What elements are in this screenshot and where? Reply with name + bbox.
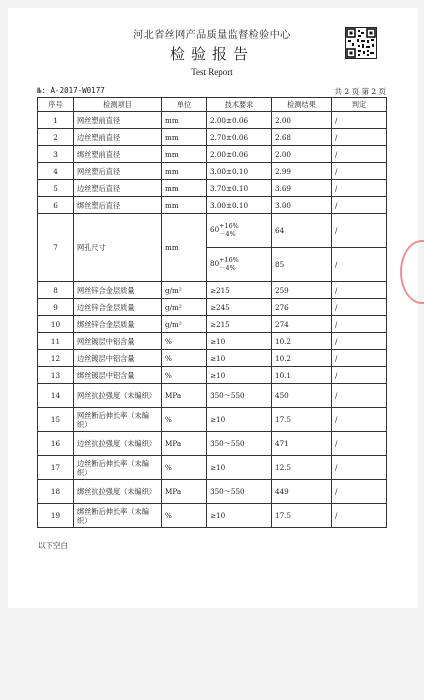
cell-unit: % — [162, 333, 207, 350]
cell-no: 13 — [38, 367, 74, 384]
cell-result: 12.5 — [272, 456, 332, 480]
table-header-row — [38, 98, 387, 112]
cell-unit: mm — [162, 112, 207, 129]
cell-result: 17.5 — [272, 408, 332, 432]
cell-no: 11 — [38, 333, 74, 350]
cell-no: 2 — [38, 129, 74, 146]
qr-code-icon — [345, 27, 377, 59]
page-info: 共 2 页 第 2 页 — [334, 87, 386, 96]
cell-result: 449 — [272, 480, 332, 504]
cell-result: 2.99 — [272, 163, 332, 180]
cell-unit: mm — [162, 146, 207, 163]
cell-verdict: / — [332, 333, 387, 350]
cell-item: 网丝塑前直径 — [74, 112, 162, 129]
cell-item: 边丝断后伸长率（未编织） — [74, 456, 162, 480]
cell-unit: g/m² — [162, 299, 207, 316]
cell-no: 10 — [38, 316, 74, 333]
cell-item: 网丝锌合金层质量 — [74, 282, 162, 299]
report-title: 检验报告 — [169, 45, 254, 63]
table-row — [38, 504, 387, 528]
cell-unit: % — [162, 367, 207, 384]
cell-result: 2.00 — [272, 146, 332, 163]
cell-no: 7 — [38, 214, 74, 282]
cell-no: 4 — [38, 163, 74, 180]
cell-result: 276 — [272, 299, 332, 316]
cell-requirement: 350～550 — [207, 432, 272, 456]
cell-no: 17 — [38, 456, 74, 480]
cell-requirement: 350～550 — [207, 384, 272, 408]
table-row — [38, 299, 387, 316]
cell-verdict: / — [332, 180, 387, 197]
tolerance-plus: +16% — [219, 256, 239, 265]
cell-item: 边丝锌合金层质量 — [74, 299, 162, 316]
cell-item: 边丝镀层中铝含量 — [74, 350, 162, 367]
cell-unit: % — [162, 504, 207, 528]
cell-result: 450 — [272, 384, 332, 408]
cell-no: 6 — [38, 197, 74, 214]
col-header-no: 序号 — [38, 98, 74, 112]
cell-item: 网丝镀层中铝含量 — [74, 333, 162, 350]
cell-verdict: / — [332, 384, 387, 408]
report-subtitle: Test Report — [191, 67, 233, 77]
tolerance-base: 80 — [210, 259, 220, 269]
col-header-result: 检测结果 — [272, 98, 332, 112]
cell-verdict: / — [332, 408, 387, 432]
cell-no: 5 — [38, 180, 74, 197]
cell-no: 8 — [38, 282, 74, 299]
org-name: 河北省丝网产品质量监督检验中心 — [133, 30, 291, 41]
cell-result: 17.5 — [272, 504, 332, 528]
tolerance-minus: －4% — [219, 263, 236, 272]
cell-requirement: ≥245 — [207, 299, 272, 316]
cell-result: 64 — [272, 214, 332, 248]
col-header-requirement: 技术要求 — [207, 98, 272, 112]
table-row — [38, 282, 387, 299]
cell-result: 10.1 — [272, 367, 332, 384]
cell-result: 274 — [272, 316, 332, 333]
cell-requirement: 3.00±0.10 — [207, 197, 272, 214]
cell-verdict: / — [332, 350, 387, 367]
cell-unit: MPa — [162, 384, 207, 408]
cell-requirement: ≥215 — [207, 316, 272, 333]
cell-unit: MPa — [162, 432, 207, 456]
cell-verdict: / — [332, 282, 387, 299]
cell-requirement: 350～550 — [207, 480, 272, 504]
cell-unit: mm — [162, 197, 207, 214]
cell-requirement: ≥10 — [207, 456, 272, 480]
cell-verdict: / — [332, 146, 387, 163]
cell-result: 259 — [272, 282, 332, 299]
cell-verdict: / — [332, 248, 387, 282]
cell-no: 19 — [38, 504, 74, 528]
cell-result: 2.00 — [272, 112, 332, 129]
table-row — [38, 316, 387, 333]
cell-unit: mm — [162, 214, 207, 282]
cell-verdict: / — [332, 432, 387, 456]
cell-unit: % — [162, 350, 207, 367]
table-row — [38, 480, 387, 504]
table-row — [38, 384, 387, 408]
cell-requirement: ≥215 — [207, 282, 272, 299]
cell-requirement: ≥10 — [207, 350, 272, 367]
cell-no: 16 — [38, 432, 74, 456]
cell-unit: % — [162, 408, 207, 432]
cell-result: 471 — [272, 432, 332, 456]
cell-verdict: / — [332, 197, 387, 214]
table-row — [38, 456, 387, 480]
col-header-item: 检测项目 — [74, 98, 162, 112]
cell-unit: g/m² — [162, 282, 207, 299]
table-row — [38, 163, 387, 180]
cell-verdict: / — [332, 299, 387, 316]
cell-result: 10.2 — [272, 333, 332, 350]
cell-item: 绑丝镀层中铝含量 — [74, 367, 162, 384]
cell-no: 3 — [38, 146, 74, 163]
cell-unit: mm — [162, 129, 207, 146]
cell-requirement: ≥10 — [207, 504, 272, 528]
cell-item: 绑丝塑前直径 — [74, 146, 162, 163]
cell-item: 边丝塑后直径 — [74, 180, 162, 197]
col-header-unit: 单位 — [162, 98, 207, 112]
cell-requirement: ≥10 — [207, 367, 272, 384]
cell-requirement: 3.00±0.10 — [207, 163, 272, 180]
cell-item: 边丝抗拉强度（未编织） — [74, 432, 162, 456]
cell-verdict: / — [332, 129, 387, 146]
cell-verdict: / — [332, 367, 387, 384]
tolerance-plus: +16% — [219, 222, 239, 231]
cell-unit: % — [162, 456, 207, 480]
cell-verdict: / — [332, 504, 387, 528]
table-row — [38, 408, 387, 432]
table-row — [38, 214, 387, 248]
cell-item: 网丝抗拉强度（未编织） — [74, 384, 162, 408]
end-of-table-note: 以下空白 — [38, 541, 68, 550]
cell-verdict: / — [332, 480, 387, 504]
cell-result: 3.00 — [272, 197, 332, 214]
results-table — [37, 97, 387, 528]
cell-no: 9 — [38, 299, 74, 316]
cell-verdict: / — [332, 316, 387, 333]
cell-unit: MPa — [162, 480, 207, 504]
cell-requirement: ≥10 — [207, 333, 272, 350]
cell-item: 绑丝锌合金层质量 — [74, 316, 162, 333]
cell-verdict: / — [332, 214, 387, 248]
cell-item: 网孔尺寸 — [74, 214, 162, 282]
col-header-verdict: 判定 — [332, 98, 387, 112]
cell-no: 15 — [38, 408, 74, 432]
table-row — [38, 180, 387, 197]
table-row — [38, 129, 387, 146]
table-row — [38, 333, 387, 350]
tolerance — [219, 257, 239, 271]
cell-requirement: 3.70±0.10 — [207, 180, 272, 197]
cell-requirement: 2.00±0.06 — [207, 112, 272, 129]
cell-result: 10.2 — [272, 350, 332, 367]
cell-requirement — [207, 214, 272, 248]
cell-requirement: ≥10 — [207, 408, 272, 432]
table-row — [38, 197, 387, 214]
tolerance-minus: －4% — [219, 229, 236, 238]
cell-no: 1 — [38, 112, 74, 129]
cell-no: 18 — [38, 480, 74, 504]
cell-result: 2.68 — [272, 129, 332, 146]
cell-no: 14 — [38, 384, 74, 408]
cell-item: 边丝塑前直径 — [74, 129, 162, 146]
cell-item: 绑丝抗拉强度（未编织） — [74, 480, 162, 504]
table-row — [38, 146, 387, 163]
cell-verdict: / — [332, 163, 387, 180]
cell-unit: mm — [162, 180, 207, 197]
cell-item: 网丝塑后直径 — [74, 163, 162, 180]
table-row — [38, 432, 387, 456]
cell-item: 绑丝断后伸长率（未编织） — [74, 504, 162, 528]
cell-result: 3.69 — [272, 180, 332, 197]
table-row — [38, 112, 387, 129]
table-row — [38, 367, 387, 384]
cell-requirement: 2.70±0.06 — [207, 129, 272, 146]
cell-item: 绑丝塑后直径 — [74, 197, 162, 214]
table-row — [38, 350, 387, 367]
cell-item: 网丝断后伸长率（未编织） — [74, 408, 162, 432]
tolerance-base: 60 — [210, 225, 220, 235]
cell-requirement: 2.00±0.06 — [207, 146, 272, 163]
report-number: №: A-2017-W0177 — [37, 86, 105, 95]
cell-requirement — [207, 248, 272, 282]
cell-verdict: / — [332, 456, 387, 480]
cell-no: 12 — [38, 350, 74, 367]
cell-unit: g/m² — [162, 316, 207, 333]
cell-result: 85 — [272, 248, 332, 282]
cell-unit: mm — [162, 163, 207, 180]
cell-verdict: / — [332, 112, 387, 129]
tolerance — [219, 223, 239, 237]
